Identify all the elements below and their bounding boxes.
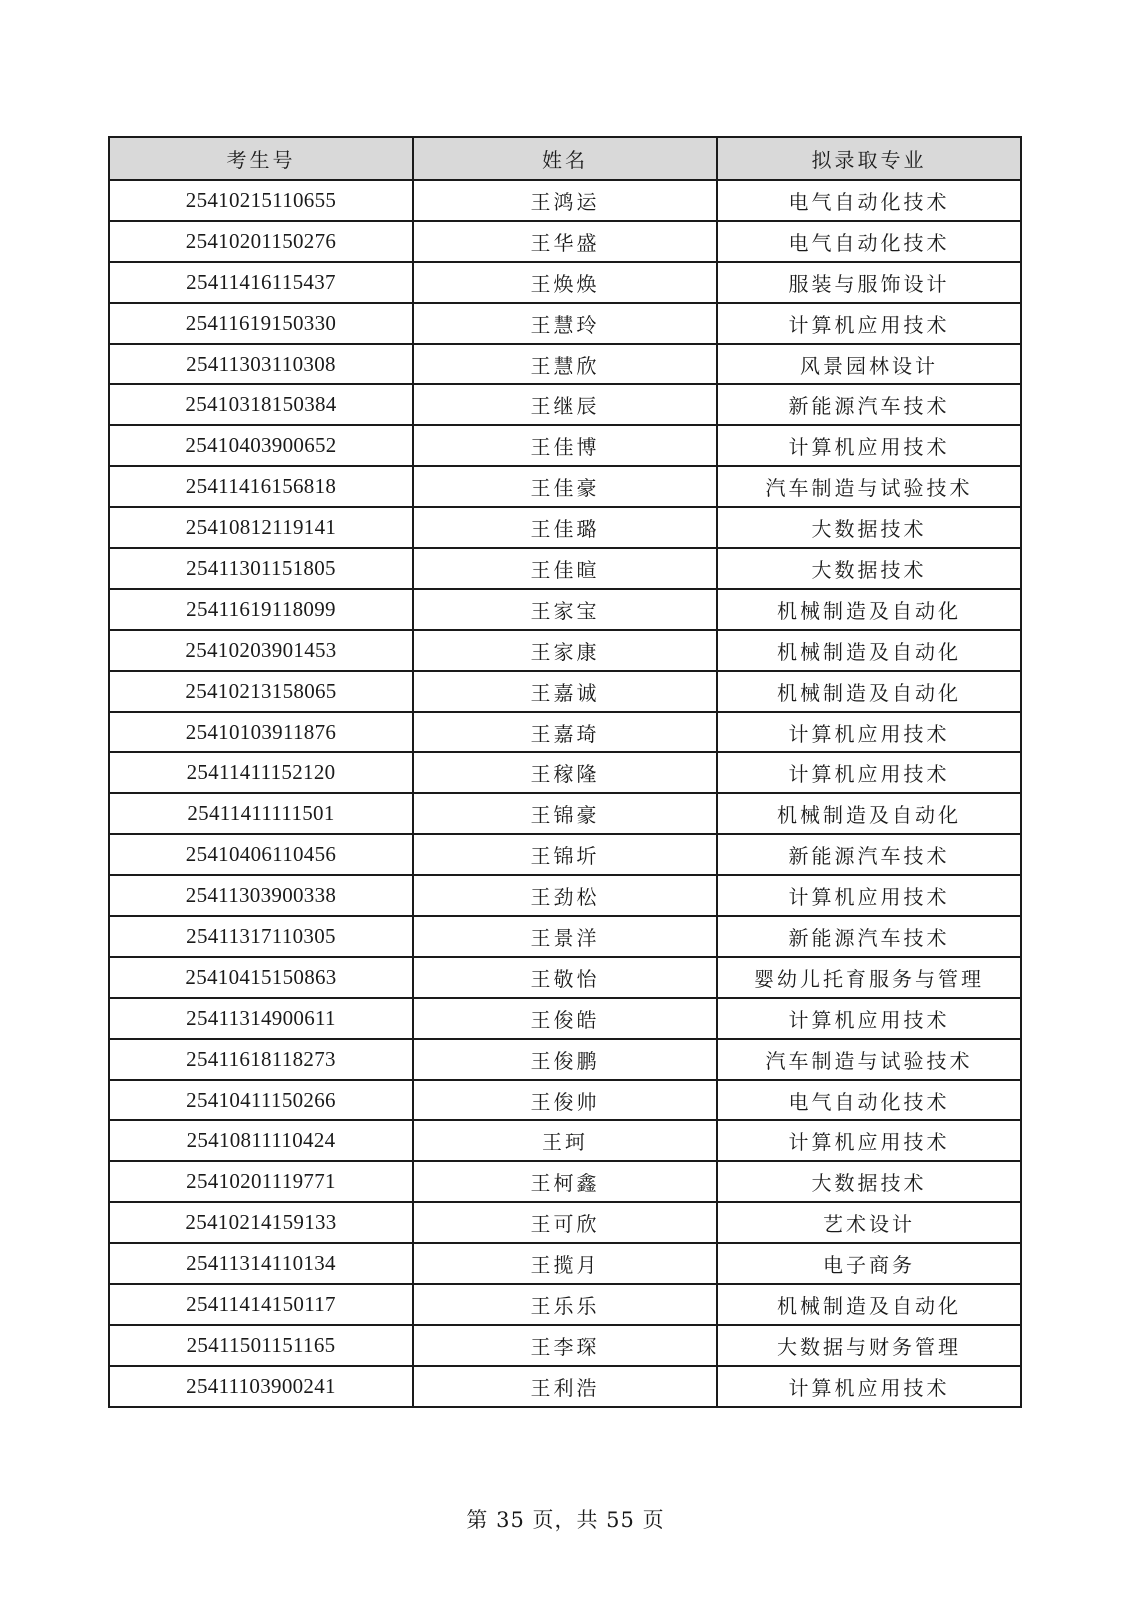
student-name-cell: 王华盛 — [413, 221, 717, 262]
exam-number-cell: 25410318150384 — [109, 384, 413, 425]
student-name-cell: 王俊皓 — [413, 998, 717, 1039]
major-cell: 计算机应用技术 — [717, 303, 1021, 344]
column-header-name: 姓名 — [413, 137, 717, 180]
student-name-cell: 王锦豪 — [413, 793, 717, 834]
exam-number-cell: 25411303110308 — [109, 344, 413, 385]
table-row — [109, 589, 1021, 630]
student-name-cell: 王景洋 — [413, 916, 717, 957]
major-cell: 艺术设计 — [717, 1202, 1021, 1243]
table-row — [109, 344, 1021, 385]
table-row — [109, 1080, 1021, 1121]
exam-number-cell: 25411314110134 — [109, 1243, 413, 1284]
exam-number-cell: 25411619118099 — [109, 589, 413, 630]
student-name-cell: 王佳豪 — [413, 466, 717, 507]
table-row — [109, 630, 1021, 671]
student-name-cell: 王李琛 — [413, 1325, 717, 1366]
student-name-cell: 王佳博 — [413, 425, 717, 466]
student-name-cell: 王乐乐 — [413, 1284, 717, 1325]
major-cell: 计算机应用技术 — [717, 425, 1021, 466]
exam-number-cell: 25410811110424 — [109, 1120, 413, 1161]
student-name-cell: 王家康 — [413, 630, 717, 671]
exam-number-cell: 25410411150266 — [109, 1080, 413, 1121]
exam-number-cell: 25411103900241 — [109, 1366, 413, 1407]
exam-number-cell: 25411501151165 — [109, 1325, 413, 1366]
major-cell: 大数据技术 — [717, 507, 1021, 548]
column-header-exam-number: 考生号 — [109, 137, 413, 180]
column-header-major: 拟录取专业 — [717, 137, 1021, 180]
exam-number-cell: 25411303900338 — [109, 875, 413, 916]
table-row — [109, 384, 1021, 425]
exam-number-cell: 25410213158065 — [109, 671, 413, 712]
major-cell: 电气自动化技术 — [717, 1080, 1021, 1121]
major-cell: 计算机应用技术 — [717, 1120, 1021, 1161]
student-name-cell: 王佳璐 — [413, 507, 717, 548]
student-name-cell: 王锦圻 — [413, 834, 717, 875]
exam-number-cell: 25410103911876 — [109, 712, 413, 753]
table-row — [109, 466, 1021, 507]
major-cell: 新能源汽车技术 — [717, 834, 1021, 875]
major-cell: 汽车制造与试验技术 — [717, 466, 1021, 507]
exam-number-cell: 25411411152120 — [109, 752, 413, 793]
exam-number-cell: 25411618118273 — [109, 1039, 413, 1080]
exam-number-cell: 25411301151805 — [109, 548, 413, 589]
exam-number-cell: 25411314900611 — [109, 998, 413, 1039]
table-row — [109, 548, 1021, 589]
table-row — [109, 793, 1021, 834]
student-name-cell: 王焕焕 — [413, 262, 717, 303]
exam-number-cell: 25411619150330 — [109, 303, 413, 344]
student-name-cell: 王可欣 — [413, 1202, 717, 1243]
table-row — [109, 671, 1021, 712]
table-row — [109, 221, 1021, 262]
table-row — [109, 507, 1021, 548]
major-cell: 风景园林设计 — [717, 344, 1021, 385]
exam-number-cell: 25410812119141 — [109, 507, 413, 548]
exam-number-cell: 25410201119771 — [109, 1161, 413, 1202]
major-cell: 汽车制造与试验技术 — [717, 1039, 1021, 1080]
table-row — [109, 303, 1021, 344]
student-name-cell: 王柯鑫 — [413, 1161, 717, 1202]
table-row — [109, 1243, 1021, 1284]
exam-number-cell: 25410214159133 — [109, 1202, 413, 1243]
major-cell: 计算机应用技术 — [717, 998, 1021, 1039]
student-name-cell: 王嘉琦 — [413, 712, 717, 753]
student-name-cell: 王劲松 — [413, 875, 717, 916]
student-name-cell: 王俊帅 — [413, 1080, 717, 1121]
major-cell: 大数据技术 — [717, 548, 1021, 589]
student-name-cell: 王俊鹏 — [413, 1039, 717, 1080]
page-number: 第 35 页，共 55 页 — [466, 1508, 665, 1532]
exam-number-cell: 25411416115437 — [109, 262, 413, 303]
student-name-cell: 王敬怡 — [413, 957, 717, 998]
major-cell: 电气自动化技术 — [717, 180, 1021, 221]
major-cell: 大数据与财务管理 — [717, 1325, 1021, 1366]
exam-number-cell: 25410415150863 — [109, 957, 413, 998]
major-cell: 机械制造及自动化 — [717, 630, 1021, 671]
table-row — [109, 834, 1021, 875]
student-name-cell: 王慧玲 — [413, 303, 717, 344]
exam-number-cell: 25410406110456 — [109, 834, 413, 875]
student-name-cell: 王揽月 — [413, 1243, 717, 1284]
major-cell: 计算机应用技术 — [717, 1366, 1021, 1407]
major-cell: 计算机应用技术 — [717, 875, 1021, 916]
major-cell: 新能源汽车技术 — [717, 384, 1021, 425]
table-row — [109, 1284, 1021, 1325]
table-row — [109, 1202, 1021, 1243]
major-cell: 新能源汽车技术 — [717, 916, 1021, 957]
exam-number-cell: 25410215110655 — [109, 180, 413, 221]
exam-number-cell: 25411411111501 — [109, 793, 413, 834]
table-row — [109, 875, 1021, 916]
table-header-row — [109, 137, 1021, 180]
major-cell: 机械制造及自动化 — [717, 793, 1021, 834]
student-name-cell: 王珂 — [413, 1120, 717, 1161]
major-cell: 机械制造及自动化 — [717, 1284, 1021, 1325]
table-row — [109, 1039, 1021, 1080]
student-name-cell: 王家宝 — [413, 589, 717, 630]
student-name-cell: 王慧欣 — [413, 344, 717, 385]
exam-number-cell: 25411414150117 — [109, 1284, 413, 1325]
major-cell: 服装与服饰设计 — [717, 262, 1021, 303]
student-name-cell: 王利浩 — [413, 1366, 717, 1407]
major-cell: 机械制造及自动化 — [717, 671, 1021, 712]
major-cell: 婴幼儿托育服务与管理 — [717, 957, 1021, 998]
exam-number-cell: 25410403900652 — [109, 425, 413, 466]
table-row — [109, 712, 1021, 753]
table-row — [109, 425, 1021, 466]
major-cell: 电气自动化技术 — [717, 221, 1021, 262]
exam-number-cell: 25410203901453 — [109, 630, 413, 671]
table-row — [109, 752, 1021, 793]
table-row — [109, 957, 1021, 998]
major-cell: 大数据技术 — [717, 1161, 1021, 1202]
student-name-cell: 王嘉诚 — [413, 671, 717, 712]
table-row — [109, 262, 1021, 303]
exam-number-cell: 25410201150276 — [109, 221, 413, 262]
student-name-cell: 王继辰 — [413, 384, 717, 425]
table-row — [109, 998, 1021, 1039]
exam-number-cell: 25411317110305 — [109, 916, 413, 957]
exam-number-cell: 25411416156818 — [109, 466, 413, 507]
major-cell: 机械制造及自动化 — [717, 589, 1021, 630]
table-row — [109, 1366, 1021, 1407]
table-row — [109, 1120, 1021, 1161]
student-name-cell: 王鸿运 — [413, 180, 717, 221]
major-cell: 计算机应用技术 — [717, 712, 1021, 753]
student-name-cell: 王佳暄 — [413, 548, 717, 589]
major-cell: 电子商务 — [717, 1243, 1021, 1284]
major-cell: 计算机应用技术 — [717, 752, 1021, 793]
table-row — [109, 180, 1021, 221]
table-body — [109, 180, 1021, 1407]
admission-table — [108, 136, 1022, 1408]
table-row — [109, 1325, 1021, 1366]
student-name-cell: 王稼隆 — [413, 752, 717, 793]
table-row — [109, 916, 1021, 957]
table-row — [109, 1161, 1021, 1202]
